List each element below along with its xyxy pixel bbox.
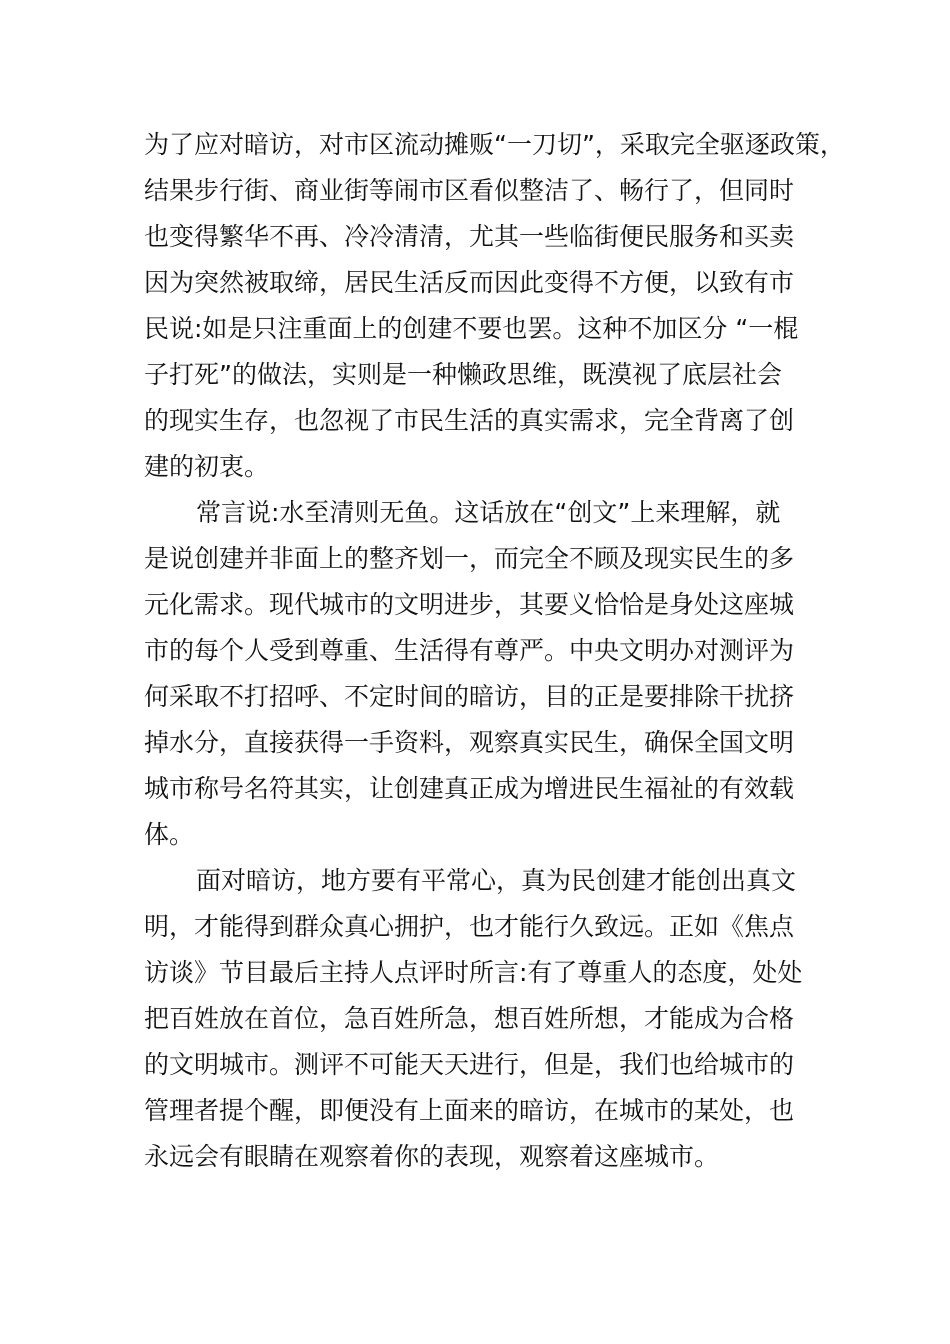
text-line: 的现实生存，也忽视了市民生活的真实需求，完全背离了创 [144, 406, 795, 435]
text-line: 把百姓放在首位，急百姓所急，想百姓所想，才能成为合格 [144, 1004, 795, 1033]
text-line: 市的每个人受到尊重、生活得有尊严。中央文明办对测评为 [144, 636, 795, 665]
text-line: 掉水分，直接获得一手资料，观察真实民生，确保全国文明 [144, 728, 795, 757]
paragraph [144, 858, 844, 1180]
text-line: 因为突然被取缔，居民生活反而因此变得不方便，以致有市 [144, 268, 795, 297]
text-line: 永远会有眼睛在观察着你的表现，观察着这座城市。 [144, 1142, 720, 1171]
text-line: 明，才能得到群众真心拥护，也才能行久致远。正如《焦点 [144, 912, 795, 941]
text-line: 民说:如是只注重面上的创建不要也罢。这种不加区分 “一棍 [144, 314, 799, 343]
text-line: 为了应对暗访，对市区流动摊贩“一刀切”，采取完全驱逐政策， [144, 130, 845, 159]
text-line: 建的初衷。 [144, 452, 270, 481]
text-line: 体。 [144, 820, 195, 849]
text-line: 管理者提个醒，即便没有上面来的暗访，在城市的某处，也 [144, 1096, 795, 1125]
text-line: 子打死”的做法，实则是一种懒政思维，既漠视了底层社会 [144, 360, 782, 389]
text-line: 元化需求。现代城市的文明进步，其要义恰恰是身处这座城 [144, 590, 795, 619]
paragraph [144, 122, 844, 490]
text-line: 是说创建并非面上的整齐划一，而完全不顾及现实民生的多 [144, 544, 795, 573]
paragraph [144, 490, 844, 858]
text-line: 结果步行街、商业街等闹市区看似整洁了、畅行了，但同时 [144, 176, 795, 205]
text-line: 何采取不打招呼、不定时间的暗访，目的正是要排除干扰挤 [144, 682, 795, 711]
text-line: 也变得繁华不再、冷冷清清，尤其一些临街便民服务和买卖 [144, 222, 795, 251]
text-line: 访谈》节目最后主持人点评时所言:有了尊重人的态度，处处 [144, 958, 803, 987]
document-page [144, 122, 844, 1180]
text-line: 的文明城市。测评不可能天天进行，但是，我们也给城市的 [144, 1050, 795, 1079]
text-line: 面对暗访，地方要有平常心，真为民创建才能创出真文 [196, 866, 797, 895]
text-line: 常言说:水至清则无鱼。这话放在“创文”上来理解，就 [196, 498, 781, 527]
text-line: 城市称号名符其实，让创建真正成为增进民生福祉的有效载 [144, 774, 795, 803]
